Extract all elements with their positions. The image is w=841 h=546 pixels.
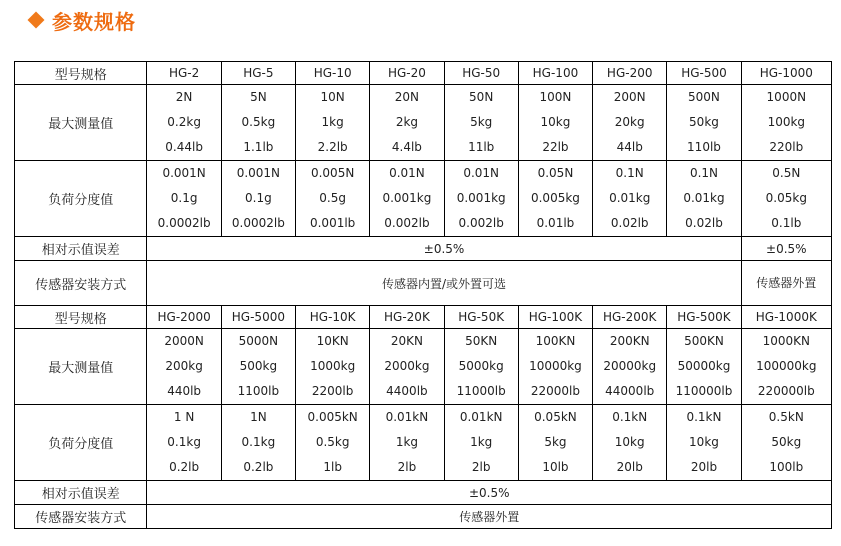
resolution-value: 0.1kg	[241, 435, 276, 449]
resolution-value: 0.05kg	[765, 191, 807, 205]
model-cell: HG-100	[518, 62, 592, 85]
resolution-value: 1N	[250, 410, 267, 424]
model-cell: HG-200	[593, 62, 667, 85]
resolution-value: 1kg	[470, 435, 493, 449]
model-cell: HG-1000	[741, 62, 831, 85]
model-label: 型号规格	[15, 62, 147, 85]
model-cell: HG-50	[444, 62, 518, 85]
resolution-value: 0.5kg	[315, 435, 350, 449]
max-value: 5N	[250, 90, 267, 104]
resolution-value: 0.002lb	[384, 216, 430, 230]
max-cell	[593, 329, 667, 405]
max-cell	[147, 85, 221, 161]
table1-max-row	[15, 85, 832, 161]
max-value: 2000N	[164, 334, 204, 348]
max-value: 100N	[539, 90, 572, 104]
max-value: 1kg	[321, 115, 344, 129]
max-cell	[518, 329, 592, 405]
max-value: 50kg	[689, 115, 719, 129]
max-value: 5kg	[470, 115, 493, 129]
install-value: 传感器内置/或外置可选	[147, 261, 741, 306]
model-cell: HG-10K	[296, 306, 370, 329]
resolution-value: 0.01N	[389, 166, 425, 180]
model-cell: HG-500	[667, 62, 741, 85]
max-value: 2N	[175, 90, 193, 104]
model-cell: HG-20	[370, 62, 444, 85]
section-heading	[30, 6, 136, 34]
resolution-value: 0.02lb	[610, 216, 649, 230]
max-cell	[444, 329, 518, 405]
install-value: 传感器外置	[147, 505, 832, 529]
max-value: 10000kg	[529, 359, 582, 373]
max-value: 4.4lb	[391, 140, 422, 154]
install-value-last: 传感器外置	[741, 261, 831, 306]
resolution-cell	[221, 405, 295, 481]
resolution-cell	[370, 405, 444, 481]
resolution-value: 0.005kg	[530, 191, 580, 205]
max-value: 220000lb	[757, 384, 815, 398]
resolution-value: 0.01kN	[459, 410, 503, 424]
max-value: 20N	[394, 90, 420, 104]
resolution-value: 1 N	[173, 410, 195, 424]
max-cell	[370, 85, 444, 161]
install-label: 传感器安装方式	[15, 505, 147, 529]
resolution-value: 0.002lb	[458, 216, 504, 230]
resolution-value: 0.5g	[319, 191, 346, 205]
max-value: 10KN	[316, 334, 349, 348]
resolution-cell	[667, 405, 741, 481]
resolution-value: 0.1kN	[686, 410, 722, 424]
resolution-value: 0.02lb	[685, 216, 723, 230]
max-cell	[296, 85, 370, 161]
max-value: 44lb	[616, 140, 643, 154]
resolution-value: 0.001kg	[382, 191, 432, 205]
max-value: 10N	[320, 90, 345, 104]
resolution-value: 5kg	[544, 435, 567, 449]
max-value: 220lb	[769, 140, 804, 154]
max-value: 50000kg	[677, 359, 731, 373]
resolution-label: 负荷分度值	[15, 161, 147, 237]
table1-error-row	[15, 237, 832, 261]
max-value: 20kg	[614, 115, 645, 129]
resolution-value: 100lb	[769, 460, 804, 474]
resolution-value: 0.2lb	[169, 460, 200, 474]
max-cell	[221, 85, 295, 161]
resolution-cell	[593, 161, 667, 237]
resolution-value: 0.01kg	[683, 191, 725, 205]
model-cell: HG-200K	[593, 306, 667, 329]
table1-install-row	[15, 261, 832, 306]
resolution-value: 0.01kg	[609, 191, 651, 205]
model-cell: HG-100K	[518, 306, 592, 329]
max-cell	[667, 85, 741, 161]
max-value: 0.5kg	[241, 115, 276, 129]
max-value: 440lb	[167, 384, 202, 398]
resolution-cell	[667, 161, 741, 237]
max-cell	[370, 329, 444, 405]
max-value: 10kg	[540, 115, 571, 129]
resolution-value: 2lb	[471, 460, 491, 474]
error-value-last: ±0.5%	[741, 237, 831, 261]
table2-install-row	[15, 505, 832, 529]
max-value: 100kg	[767, 115, 806, 129]
resolution-cell	[147, 161, 221, 237]
max-value: 22lb	[542, 140, 569, 154]
max-value: 200kg	[165, 359, 203, 373]
resolution-value: 20lb	[690, 460, 718, 474]
resolution-value: 0.001N	[236, 166, 281, 180]
resolution-value: 0.005kN	[307, 410, 358, 424]
resolution-cell	[147, 405, 221, 481]
model-cell: HG-2000	[147, 306, 221, 329]
max-value: 100KN	[535, 334, 576, 348]
max-cell	[593, 85, 667, 161]
max-value: 500N	[688, 90, 720, 104]
max-value: 2kg	[395, 115, 419, 129]
max-value: 20KN	[390, 334, 423, 348]
resolution-value: 0.05kN	[534, 410, 577, 424]
resolution-value: 0.1lb	[771, 216, 802, 230]
resolution-value: 0.01kN	[385, 410, 429, 424]
max-value: 50N	[469, 90, 494, 104]
max-value: 5000kg	[458, 359, 504, 373]
max-value: 1.1lb	[243, 140, 274, 154]
resolution-cell	[444, 161, 518, 237]
model-cell: HG-50K	[444, 306, 518, 329]
model-cell: HG-10	[296, 62, 370, 85]
error-label: 相对示值误差	[15, 237, 147, 261]
max-value: 1000N	[766, 90, 807, 104]
max-cell	[221, 329, 295, 405]
resolution-value: 0.1g	[245, 191, 272, 205]
max-cell	[518, 85, 592, 161]
max-value: 200N	[613, 90, 646, 104]
max-value: 200KN	[609, 334, 650, 348]
resolution-value: 0.1N	[615, 166, 644, 180]
resolution-value: 0.1N	[689, 166, 718, 180]
resolution-cell	[741, 405, 831, 481]
resolution-value: 1lb	[323, 460, 342, 474]
error-value: ±0.5%	[147, 237, 741, 261]
max-cell	[667, 329, 741, 405]
model-cell: HG-500K	[667, 306, 741, 329]
table2-resolution-row	[15, 405, 832, 481]
max-value: 22000lb	[530, 384, 580, 398]
resolution-value: 0.005N	[310, 166, 355, 180]
max-cell	[147, 329, 221, 405]
resolution-value: 0.1kg	[167, 435, 201, 449]
max-value: 1000kg	[310, 359, 356, 373]
resolution-cell	[518, 405, 592, 481]
resolution-value: 0.1kN	[612, 410, 648, 424]
max-value: 4400lb	[386, 384, 428, 398]
max-value: 5000N	[238, 334, 279, 348]
resolution-value: 1kg	[395, 435, 419, 449]
resolution-cell	[518, 161, 592, 237]
resolution-value: 0.1g	[170, 191, 198, 205]
resolution-value: 2lb	[397, 460, 417, 474]
max-cell	[296, 329, 370, 405]
resolution-value: 10kg	[614, 435, 645, 449]
max-value: 2200lb	[311, 384, 354, 398]
resolution-cell	[741, 161, 831, 237]
max-value: 2.2lb	[317, 140, 348, 154]
max-value: 500kg	[239, 359, 278, 373]
table1-model-row	[15, 62, 832, 85]
table2-max-row	[15, 329, 832, 405]
resolution-cell	[296, 161, 370, 237]
resolution-cell	[593, 405, 667, 481]
resolution-value: 0.5N	[772, 166, 801, 180]
resolution-cell	[370, 161, 444, 237]
diamond-bullet-icon	[28, 12, 45, 29]
resolution-value: 10kg	[689, 435, 719, 449]
max-value: 44000lb	[605, 384, 655, 398]
resolution-value: 0.5kN	[768, 410, 804, 424]
model-cell: HG-2	[147, 62, 221, 85]
max-value: 0.44lb	[165, 140, 203, 154]
table2-model-row	[15, 306, 832, 329]
max-value: 11000lb	[456, 384, 506, 398]
resolution-value: 20lb	[616, 460, 643, 474]
install-label: 传感器安装方式	[15, 261, 147, 306]
max-cell	[741, 329, 831, 405]
model-cell: HG-5000	[221, 306, 295, 329]
max-value: 11lb	[468, 140, 495, 154]
error-label: 相对示值误差	[15, 481, 147, 505]
max-label: 最大测量值	[15, 85, 147, 161]
resolution-value: 0.001N	[162, 166, 206, 180]
max-label: 最大测量值	[15, 329, 147, 405]
max-cell	[444, 85, 518, 161]
resolution-value: 0.0002lb	[157, 216, 211, 230]
model-cell: HG-20K	[370, 306, 444, 329]
model-cell: HG-1000K	[741, 306, 831, 329]
resolution-value: 0.0002lb	[231, 216, 285, 230]
resolution-value: 0.01lb	[536, 216, 575, 230]
table1-resolution-row	[15, 161, 832, 237]
max-value: 500KN	[684, 334, 724, 348]
model-label: 型号规格	[15, 306, 147, 329]
max-value: 1000KN	[762, 334, 810, 348]
max-value: 50KN	[465, 334, 498, 348]
max-value: 110000lb	[675, 384, 733, 398]
resolution-value: 0.001lb	[309, 216, 356, 230]
resolution-label: 负荷分度值	[15, 405, 147, 481]
resolution-value: 0.05N	[537, 166, 574, 180]
resolution-value: 50kg	[771, 435, 802, 449]
spec-table	[14, 61, 832, 529]
error-value: ±0.5%	[147, 481, 832, 505]
section-title: 参数规格	[52, 9, 136, 34]
max-value: 0.2kg	[167, 115, 201, 129]
resolution-value: 0.01N	[463, 166, 500, 180]
max-value: 20000kg	[603, 359, 657, 373]
model-cell: HG-5	[221, 62, 295, 85]
max-value: 110lb	[687, 140, 721, 154]
max-value: 100000kg	[756, 359, 817, 373]
resolution-value: 10lb	[542, 460, 569, 474]
max-value: 1100lb	[237, 384, 280, 398]
table2-error-row	[15, 481, 832, 505]
resolution-cell	[221, 161, 295, 237]
max-value: 2000kg	[384, 359, 430, 373]
resolution-cell	[444, 405, 518, 481]
resolution-value: 0.2lb	[243, 460, 274, 474]
resolution-value: 0.001kg	[456, 191, 506, 205]
max-cell	[741, 85, 831, 161]
resolution-cell	[296, 405, 370, 481]
